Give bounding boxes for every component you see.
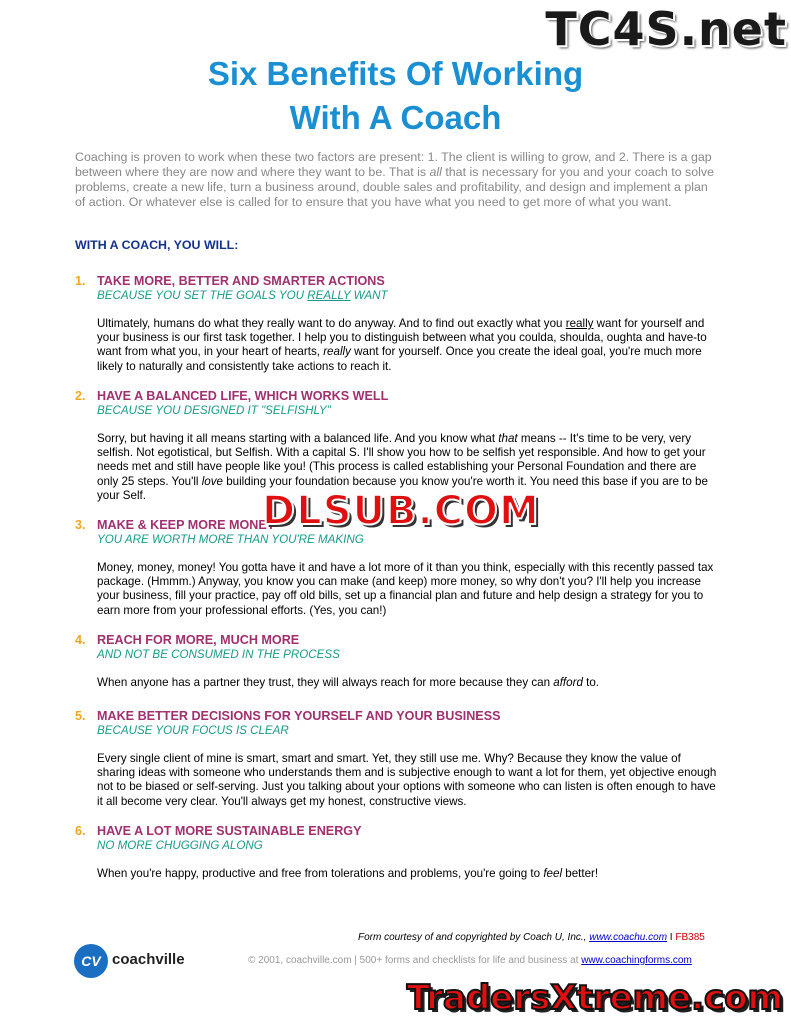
benefit-body: Every single client of mine is smart, smart and smart. Yet, they still use me. Why? Because they know the value of sharing ideas with someone who understands them and is subjective enough to want a lot for them, yet objective enough not to be biased or self-serving. Just you talking about your options with someone who can listen is often enough to have it all become very clear. You'll always get my honest, constructive views. bbox=[97, 752, 717, 808]
benefit-subtitle: AND NOT BE CONSUMED IN THE PROCESS bbox=[97, 648, 340, 661]
watermark-dlsub: DLSUB.COM bbox=[262, 488, 540, 534]
benefit-subtitle: BECAUSE YOU SET THE GOALS YOU REALLY WANT bbox=[97, 289, 388, 302]
benefit-subtitle: BECAUSE YOUR FOCUS IS CLEAR bbox=[97, 724, 289, 737]
benefit-5: 5. MAKE BETTER DECISIONS FOR YOURSELF AND YOUR BUSINESS BECAUSE YOUR FOCUS IS CLEAR Every single client of mine is smart, smart and smart. Yet, they still use me. Why? Because they know the value of sharing ideas with someone who understands them and is subjective enough to want a lot for them, yet objective enough not to be biased or self-serving. Just you talking about your options with someone who can listen is often enough to have it all become very clear. You'll always get my honest, constructive views. bbox=[75, 709, 720, 809]
benefit-subtitle: BECAUSE YOU DESIGNED IT "SELFISHLY" bbox=[97, 404, 331, 417]
benefit-title: HAVE A LOT MORE SUSTAINABLE ENERGY bbox=[97, 824, 362, 838]
benefit-body: When you're happy, productive and free from tolerations and problems, you're going to feel better! bbox=[97, 867, 599, 880]
benefit-body: Ultimately, humans do what they really want to do anyway. And to find out exactly what you really want for yourself and your business is our first task together. I help you to distinguish between what you coulda, shoulda, oughta and have-to want from what you, in your heart of hearts, really want for yourself. Once you create the ideal goal, you're much more likely to naturally and consistently take actions to reach it. bbox=[97, 317, 707, 373]
benefit-1: 1. TAKE MORE, BETTER AND SMARTER ACTIONS BECAUSE YOU SET THE GOALS YOU REALLY WANT Ultimately, humans do what they really want to do anyway. And to find out exactly what you really want for yourself and your business is our first task together. I help you to distinguish between what you coulda, shoulda, oughta and have-to want from what you, in your heart of hearts, really want for yourself. Once you create the ideal goal, you're much more likely to naturally and consistently take actions to reach it. bbox=[75, 274, 720, 374]
benefit-body: When anyone has a partner they trust, they will always reach for more because they can afford to. bbox=[97, 676, 600, 689]
benefit-body: Sorry, but having it all means starting with a balanced life. And you know what that means -- It's time to be very, very selfish. Not egotistical, but Selfish. With a capital S. I'll show you how to be selfish yet responsible. And how to get your needs met and still have people like you! (This process is called establishing your Personal Foundation and there are only 25 steps. You'll love building your foundation because you know you're worth it. You need this base if you are to be your Self. bbox=[97, 432, 708, 502]
benefit-title: REACH FOR MORE, MUCH MORE bbox=[97, 633, 300, 647]
benefit-3: 3. MAKE & KEEP MORE MONEY YOU ARE WORTH MORE THAN YOU'RE MAKING Money, money, money! You gotta have it and have a lot more of it than you think, especially with this recently passed tax package. (Hmmm.) Anyway, you know you can make (and keep) more money, so why don't you? I'll help you increase your business, fill your practice, pay off old bills, set up a financial plan and future and help design a strategy for you to earn more from your professional efforts. (Yes, you can!) bbox=[75, 518, 720, 618]
benefit-subtitle: NO MORE CHUGGING ALONG bbox=[97, 839, 263, 852]
benefit-body: Money, money, money! You gotta have it and have a lot more of it than you think, especially with this recently passed tax package. (Hmmm.) Anyway, you know you can make (and keep) more money, so why don't you? I'll help you increase your business, fill your practice, pay off old bills, set up a financial plan and future and help design a strategy for you to earn more from your professional efforts. (Yes, you can!) bbox=[97, 561, 714, 617]
coachville-logo-icon: CV bbox=[74, 944, 108, 978]
watermark-tradersxtreme: TradersXtreme.com bbox=[406, 978, 783, 1018]
page-title bbox=[0, 52, 791, 140]
footer-copyright: © 2001, coachville.com | 500+ forms and checklists for life and business at www.coachingforms.com bbox=[248, 955, 692, 966]
form-code: FB385 bbox=[675, 932, 705, 943]
benefit-title: MAKE BETTER DECISIONS FOR YOURSELF AND YOUR BUSINESS bbox=[97, 709, 501, 723]
title-line-1: Six Benefits Of Working bbox=[207, 55, 584, 92]
footer-credit: Form courtesy of and copyrighted by Coach U, Inc., www.coachu.com I FB385 bbox=[358, 932, 705, 943]
coachu-link[interactable]: www.coachu.com bbox=[589, 932, 668, 943]
section-heading: WITH A COACH, YOU WILL: bbox=[75, 238, 239, 252]
coachingforms-link[interactable]: www.coachingforms.com bbox=[581, 955, 692, 966]
intro-paragraph: Coaching is proven to work when these two factors are present: 1. The client is willing to grow, and 2. There is a gap between where they are now and where they want to be. That is all that is necessary for you and your coach to solve problems, create a new life, turn a business around, double sales and profitability, and design and implement a plan of action. Or whatever else is called for to ensure that you have what you need to get more of what you want. bbox=[75, 150, 714, 209]
benefit-title: HAVE A BALANCED LIFE, WHICH WORKS WELL bbox=[97, 389, 389, 403]
benefit-title: TAKE MORE, BETTER AND SMARTER ACTIONS bbox=[97, 274, 385, 288]
benefit-title: MAKE & KEEP MORE MONEY bbox=[97, 518, 276, 532]
benefit-2: 2. HAVE A BALANCED LIFE, WHICH WORKS WELL BECAUSE YOU DESIGNED IT "SELFISHLY" Sorry, but having it all means starting with a balanced life. And you know what that means -- It's time to be very, very selfish. Not egotistical, but Selfish. With a capital S. I'll show you how to be selfish yet responsible. And how to get your needs met and still have people like you! (This process is called establishing your Personal Foundation and there are only 25 steps. You'll love building your foundation because you know you're worth it. You need this base if you are to be your Self. bbox=[75, 389, 720, 503]
benefit-subtitle: YOU ARE WORTH MORE THAN YOU'RE MAKING bbox=[97, 533, 364, 546]
coachville-logo-text: coachville bbox=[112, 951, 185, 968]
watermark-tc4s: TC4S.net bbox=[545, 2, 787, 56]
benefit-4: 4. REACH FOR MORE, MUCH MORE AND NOT BE CONSUMED IN THE PROCESS When anyone has a partner they trust, they will always reach for more because they can afford to. bbox=[75, 633, 720, 690]
title-line-2: With A Coach bbox=[289, 99, 502, 136]
benefit-6: 6. HAVE A LOT MORE SUSTAINABLE ENERGY NO MORE CHUGGING ALONG When you're happy, productive and free from tolerations and problems, you're going to feel better! bbox=[75, 824, 720, 881]
